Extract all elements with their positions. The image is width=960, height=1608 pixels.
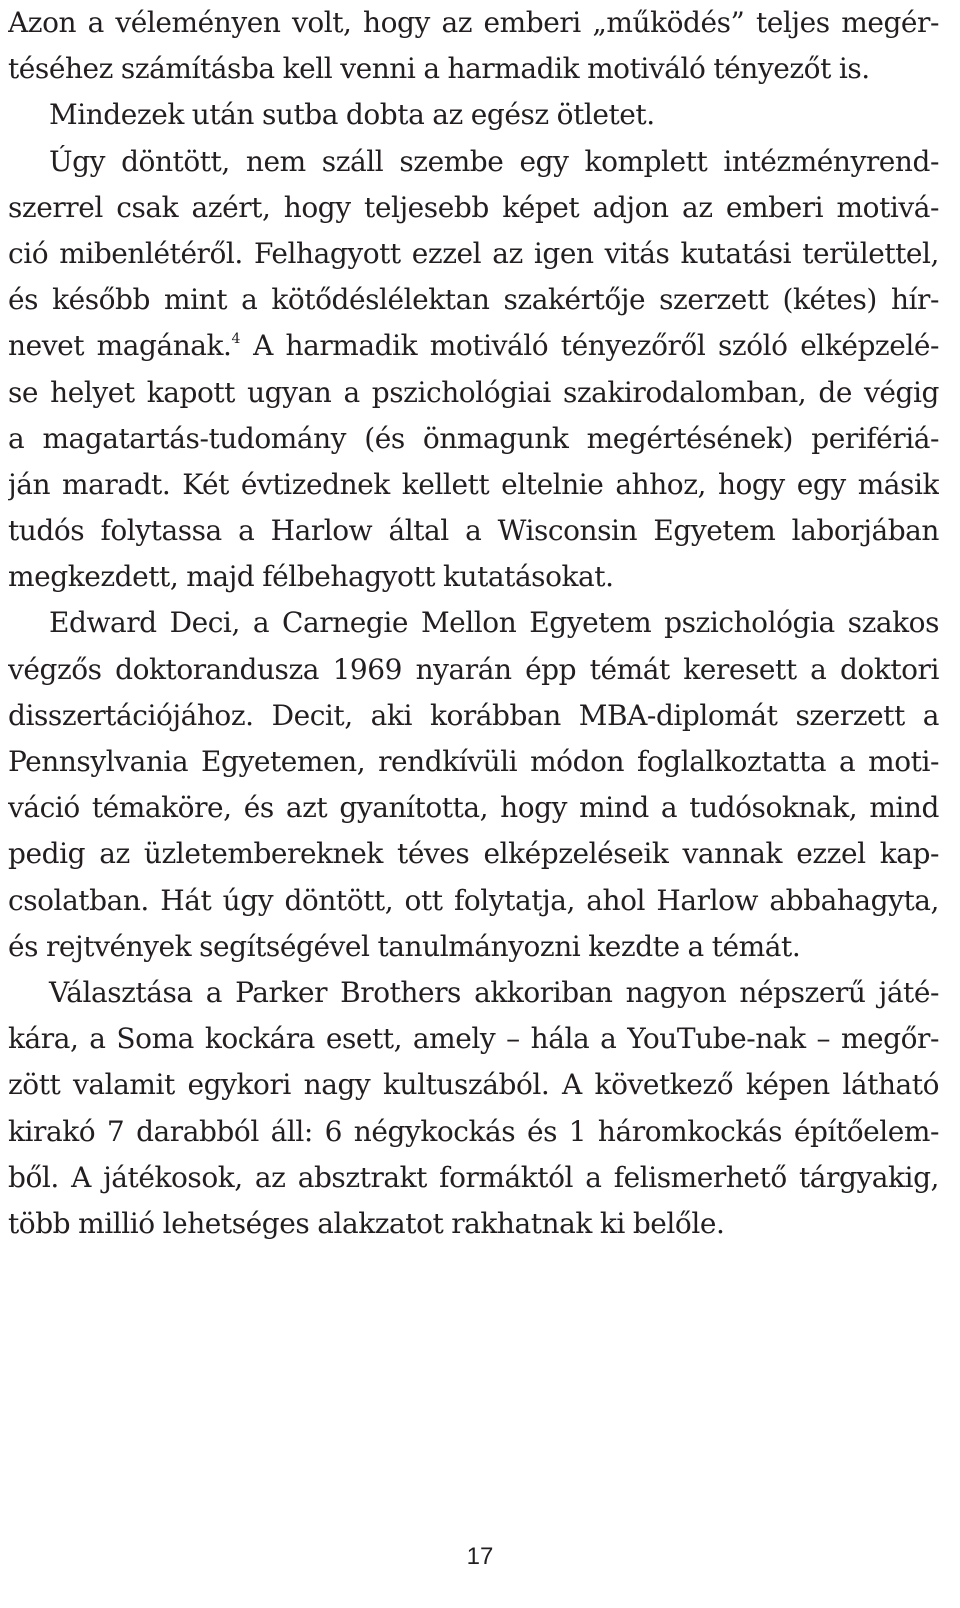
text-line bbox=[8, 554, 939, 600]
line-text: ció mibenlétéről. Felhagyott ezzel az igen vitás kutatási területtel, bbox=[8, 236, 939, 270]
line-text-continued: A harmadik motiváló tényezőről szóló elképzelé- bbox=[240, 329, 939, 363]
line-text: Úgy döntött, nem száll szembe egy komplett intézményrend- bbox=[49, 144, 939, 178]
paragraph bbox=[8, 600, 939, 970]
paragraph bbox=[8, 92, 939, 138]
paragraph bbox=[8, 139, 939, 601]
line-text: Edward Deci, a Carnegie Mellon Egyetem pszichológia szakos bbox=[49, 606, 939, 640]
text-line bbox=[8, 1016, 939, 1062]
line-text: ján maradt. Két évtizednek kellett eltelnie ahhoz, hogy egy másik bbox=[8, 467, 939, 501]
text-line bbox=[8, 1201, 939, 1247]
page-number: 17 bbox=[466, 1543, 494, 1570]
text-line bbox=[8, 0, 939, 46]
line-text: Választása a Parker Brothers akkoriban nagyon népszerű játé- bbox=[49, 975, 939, 1009]
text-line bbox=[8, 231, 939, 277]
line-text: tudós folytassa a Harlow által a Wisconsin Egyetem laborjában bbox=[8, 514, 939, 548]
book-page-body bbox=[8, 0, 939, 1247]
text-line bbox=[8, 323, 939, 369]
line-text: Azon a véleményen volt, hogy az emberi „működés” teljes megér- bbox=[8, 6, 939, 39]
line-text: pedig az üzletembereknek téves elképzeléseik vannak ezzel kap- bbox=[8, 837, 939, 871]
text-line bbox=[8, 416, 939, 462]
text-line bbox=[8, 970, 939, 1016]
line-text: Pennsylvania Egyetemen, rendkívüli módon foglalkoztatta a moti- bbox=[8, 745, 939, 778]
text-line bbox=[8, 92, 939, 138]
footnote-marker: 4 bbox=[231, 331, 241, 348]
line-text: kára, a Soma kockára esett, amely – hála a YouTube-nak – megőr- bbox=[8, 1022, 939, 1056]
text-line bbox=[8, 600, 939, 646]
text-line bbox=[8, 739, 939, 785]
text-line bbox=[8, 139, 939, 185]
line-text: a magatartás-tudomány (és önmagunk megértésének) perifériá- bbox=[8, 421, 939, 455]
text-line bbox=[8, 831, 939, 877]
line-text: kirakó 7 darabból áll: 6 négykockás és 1 háromkockás építőelem- bbox=[8, 1114, 939, 1148]
text-line bbox=[8, 878, 939, 924]
paragraph bbox=[8, 970, 939, 1247]
paragraph bbox=[8, 0, 939, 92]
line-text: zött valamit egykori nagy kultuszából. A következő képen látható bbox=[8, 1068, 939, 1102]
line-text: szerrel csak azért, hogy teljesebb képet adjon az emberi motivá- bbox=[8, 190, 939, 224]
line-text: váció témaköre, és azt gyanította, hogy mind a tudósoknak, mind bbox=[8, 791, 939, 825]
text-line bbox=[8, 1062, 939, 1108]
line-text: se helyet kapott ugyan a pszichológiai szakirodalomban, de végig bbox=[8, 375, 939, 409]
text-line bbox=[8, 1155, 939, 1201]
line-text: végzős doktorandusza 1969 nyarán épp témát keresett a doktori bbox=[8, 652, 939, 686]
line-text: és rejtvények segítségével tanulmányozni kezdte a témát. bbox=[8, 929, 801, 963]
text-line bbox=[8, 1109, 939, 1155]
text-line bbox=[8, 508, 939, 554]
line-text: több millió lehetséges alakzatot rakhatnak ki belőle. bbox=[8, 1206, 725, 1240]
line-text: Mindezek után sutba dobta az egész ötletet. bbox=[49, 98, 655, 132]
text-line bbox=[8, 370, 939, 416]
line-text: ből. A játékosok, az absztrakt formáktól a felismerhető tárgyakig, bbox=[8, 1160, 939, 1194]
line-text: nevet magának. bbox=[8, 329, 232, 363]
text-line bbox=[8, 46, 939, 92]
line-text: csolatban. Hát úgy döntött, ott folytatja, ahol Harlow abbahagyta, bbox=[8, 883, 939, 917]
text-line bbox=[8, 647, 939, 693]
line-text: megkezdett, majd félbehagyott kutatásokat. bbox=[8, 560, 614, 594]
text-line bbox=[8, 277, 939, 323]
text-line bbox=[8, 924, 939, 970]
line-text: és később mint a kötődéslélektan szakértője szerzett (kétes) hír- bbox=[8, 283, 939, 317]
line-text: disszertációjához. Decit, aki korábban MBA-diplomát szerzett a bbox=[8, 698, 939, 732]
text-line bbox=[8, 185, 939, 231]
text-line bbox=[8, 785, 939, 831]
text-line bbox=[8, 462, 939, 508]
line-text: téséhez számításba kell venni a harmadik motiváló tényezőt is. bbox=[8, 52, 870, 86]
text-line bbox=[8, 693, 939, 739]
